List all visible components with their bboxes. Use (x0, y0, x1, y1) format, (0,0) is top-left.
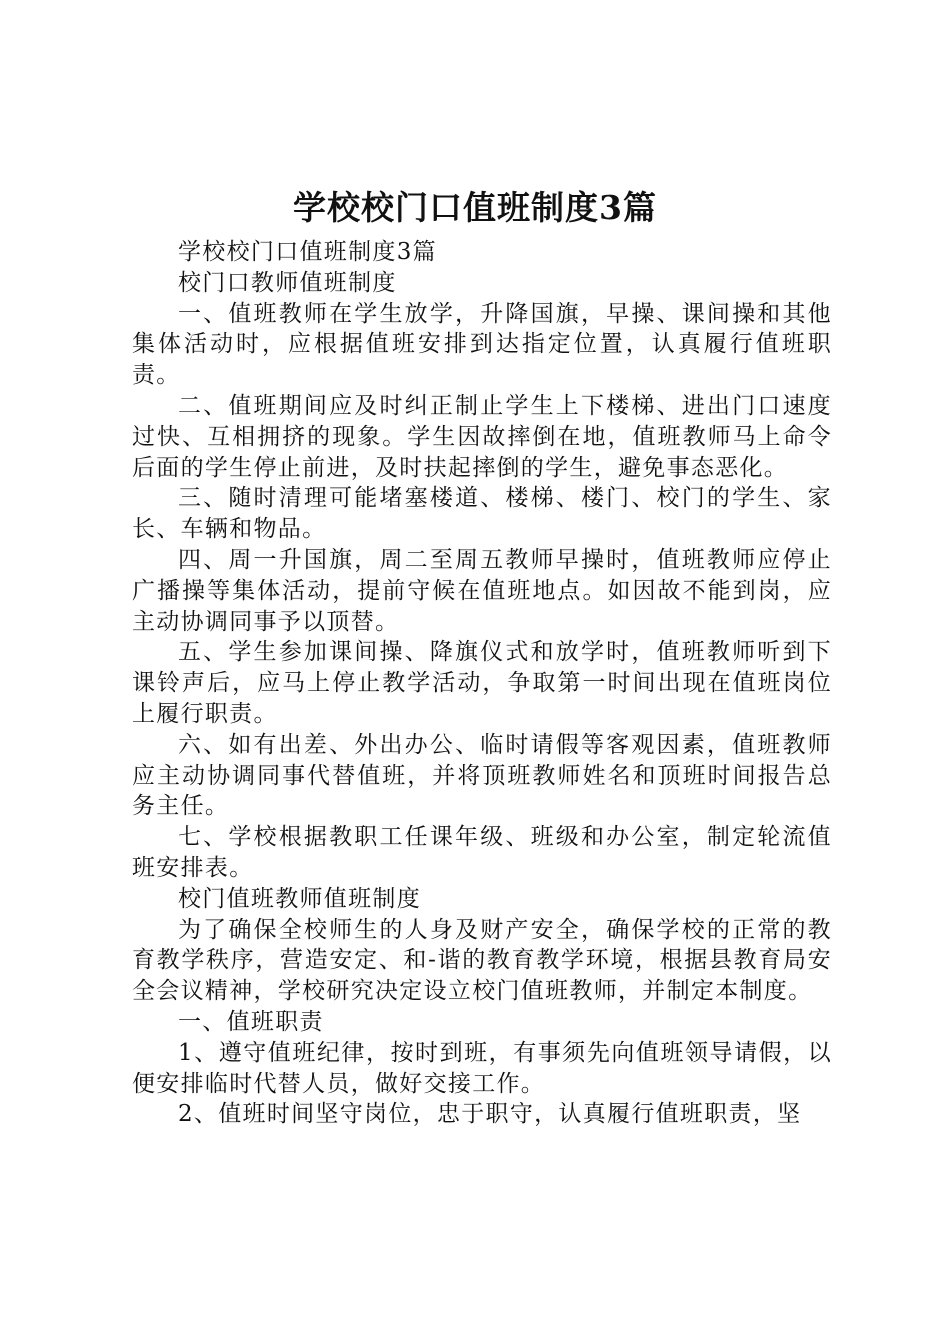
paragraph-item-1: 一、值班教师在学生放学，升降国旗，早操、课间操和其他集体活动时，应根据值班安排到达指定位置，认真履行值班职责。 (132, 300, 832, 389)
subsection-heading-duty-responsibilities: 一、值班职责 (178, 1008, 324, 1035)
paragraph-item-7: 七、学校根据教职工任课年级、班级和办公室，制定轮流值班安排表。 (132, 824, 832, 881)
paragraph-item-6: 六、如有出差、外出办公、临时请假等客观因素，值班教师应主动协调同事代替值班，并将顶班教师姓名和顶班时间报告总务主任。 (132, 731, 832, 820)
paragraph-duty-1: 1、遵守值班纪律，按时到班，有事须先向值班领导请假，以便安排临时代替人员，做好交接工作。 (132, 1039, 832, 1097)
paragraph-item-5: 五、学生参加课间操、降旗仪式和放学时，值班教师听到下课铃声后，应马上停止教学活动，争取第一时间出现在值班岗位上履行职责。 (132, 639, 832, 727)
paragraph-item-2: 二、值班期间应及时纠正制止学生上下楼梯、进出门口速度过快、互相拥挤的现象。学生因故摔倒在地，值班教师马上命令后面的学生停止前进，及时扶起摔倒的学生，避免事态恶化。 (132, 392, 832, 481)
document-body (132, 237, 832, 1130)
paragraph-intro: 为了确保全校师生的人身及财产安全，确保学校的正常的教育教学秩序，营造安定、和-谐的教育教学环境，根据县教育局安全会议精神，学校研究决定设立校门值班教师，并制定本制度。 (132, 916, 832, 1005)
paragraph-heading-repeat: 学校校门口值班制度3篇 (178, 239, 437, 265)
paragraph-duty-2: 2、值班时间坚守岗位，忠于职守，认真履行值班职责，坚 (178, 1101, 802, 1128)
paragraph-item-4: 四、周一升国旗，周二至周五教师早操时，值班教师应停止广播操等集体活动，提前守候在值班地点。如因故不能到岗，应主动协调同事予以顶替。 (132, 546, 832, 635)
paragraph-item-3: 三、随时清理可能堵塞楼道、楼梯、楼门、校门的学生、家长、车辆和物品。 (132, 485, 832, 543)
section-heading-gate-duty-system: 校门值班教师值班制度 (178, 885, 421, 912)
section-heading-gate-teacher-duty: 校门口教师值班制度 (178, 269, 397, 296)
document-title: 学校校门口值班制度3篇 (293, 188, 657, 227)
